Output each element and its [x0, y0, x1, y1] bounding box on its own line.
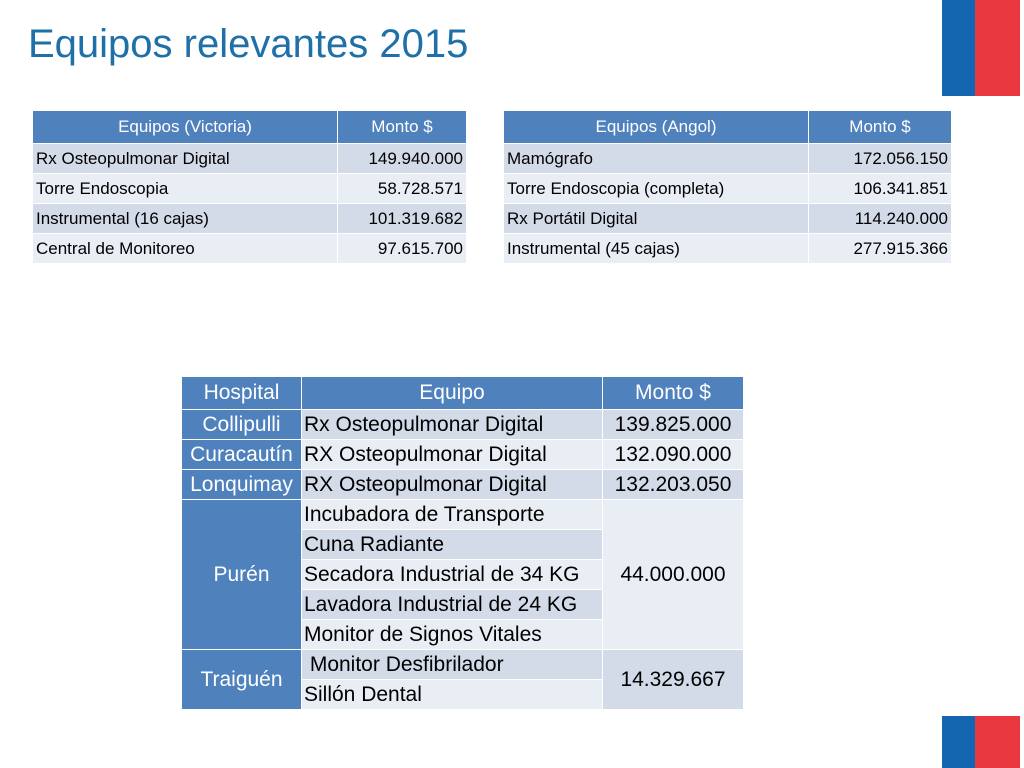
victoria-equipo: Central de Monitoreo	[33, 234, 338, 264]
table-row	[182, 470, 744, 500]
equipo-cell: Monitor Desfibrilador	[302, 650, 603, 680]
monto-cell: 132.203.050	[603, 470, 744, 500]
table-row	[504, 204, 952, 234]
hospital-collipulli: Collipulli	[182, 410, 302, 440]
table-row	[33, 144, 467, 174]
equipo-cell: Sillón Dental	[302, 680, 603, 710]
slide-title: Equipos relevantes 2015	[28, 22, 469, 66]
table-row	[33, 174, 467, 204]
equipo-cell: Monitor de Signos Vitales	[302, 620, 603, 650]
hospital-traiguen: Traiguén	[182, 650, 302, 710]
victoria-equipo: Rx Osteopulmonar Digital	[33, 144, 338, 174]
table-row	[182, 410, 744, 440]
table-row	[182, 650, 744, 680]
victoria-monto: 101.319.682	[338, 204, 467, 234]
hospital-lonquimay: Lonquimay	[182, 470, 302, 500]
victoria-table	[32, 110, 467, 264]
angol-monto: 277.915.366	[809, 234, 952, 264]
flag-logo-top	[942, 0, 1020, 96]
equipo-cell: Lavadora Industrial de 24 KG	[302, 590, 603, 620]
table-row	[504, 174, 952, 204]
victoria-header-monto: Monto $	[338, 111, 467, 144]
equipo-cell: RX Osteopulmonar Digital	[302, 470, 603, 500]
equipo-cell: Incubadora de Transporte	[302, 500, 603, 530]
header-monto: Monto $	[603, 377, 744, 410]
hospitales-table	[181, 376, 744, 710]
equipo-cell: RX Osteopulmonar Digital	[302, 440, 603, 470]
victoria-equipo: Torre Endoscopia	[33, 174, 338, 204]
angol-equipo: Instrumental (45 cajas)	[504, 234, 809, 264]
table-row	[504, 144, 952, 174]
monto-cell: 139.825.000	[603, 410, 744, 440]
angol-table	[503, 110, 952, 264]
table-row	[504, 234, 952, 264]
victoria-monto: 97.615.700	[338, 234, 467, 264]
equipo-cell: Cuna Radiante	[302, 530, 603, 560]
equipo-cell: Secadora Industrial de 34 KG	[302, 560, 603, 590]
flag-logo-bottom	[942, 716, 1020, 768]
victoria-monto: 149.940.000	[338, 144, 467, 174]
angol-monto: 114.240.000	[809, 204, 952, 234]
victoria-header-equipo: Equipos (Victoria)	[33, 111, 338, 144]
angol-equipo: Torre Endoscopia (completa)	[504, 174, 809, 204]
table-row	[33, 204, 467, 234]
header-equipo: Equipo	[302, 377, 603, 410]
hospital-puren: Purén	[182, 500, 302, 650]
victoria-equipo: Instrumental (16 cajas)	[33, 204, 338, 234]
angol-monto: 106.341.851	[809, 174, 952, 204]
header-hospital: Hospital	[182, 377, 302, 410]
monto-cell: 44.000.000	[603, 500, 744, 650]
table-row	[33, 234, 467, 264]
equipo-cell: Rx Osteopulmonar Digital	[302, 410, 603, 440]
angol-equipo: Mamógrafo	[504, 144, 809, 174]
angol-header-equipo: Equipos (Angol)	[504, 111, 809, 144]
monto-cell: 132.090.000	[603, 440, 744, 470]
table-row	[182, 500, 744, 530]
monto-cell: 14.329.667	[603, 650, 744, 710]
angol-header-monto: Monto $	[809, 111, 952, 144]
hospital-curacautin: Curacautín	[182, 440, 302, 470]
victoria-monto: 58.728.571	[338, 174, 467, 204]
angol-equipo: Rx Portátil Digital	[504, 204, 809, 234]
table-row	[182, 440, 744, 470]
angol-monto: 172.056.150	[809, 144, 952, 174]
